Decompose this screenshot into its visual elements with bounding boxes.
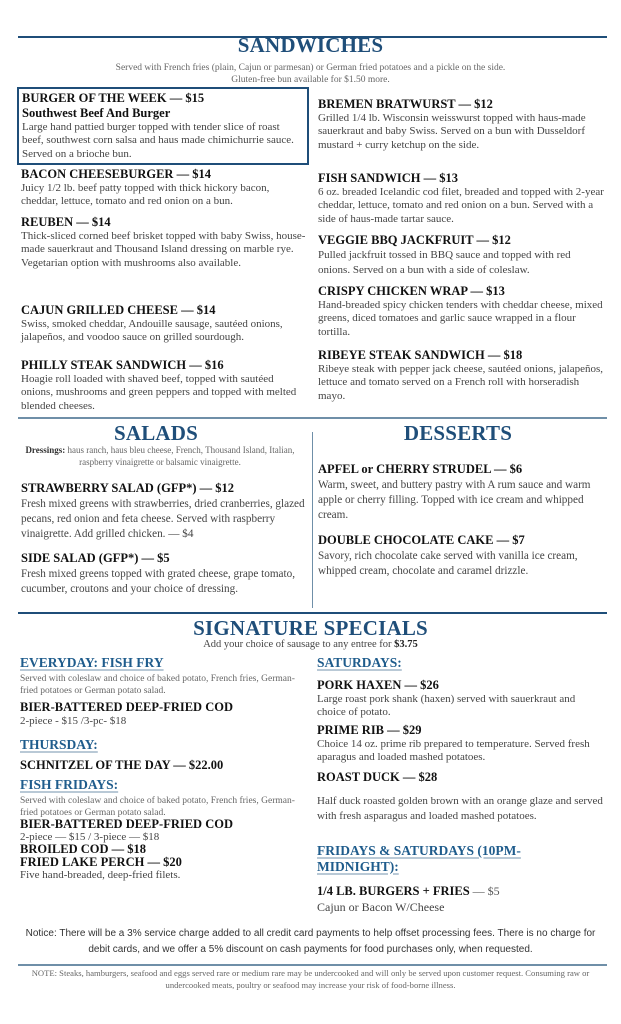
fish-fridays-note: Served with coleslaw and choice of baked potato, French fries, German-fried potatoes or German potato salad.: [20, 796, 295, 818]
divider: [18, 417, 607, 419]
item-title: APFEL or CHERRY STRUDEL — $6: [318, 462, 523, 476]
menu-item: [20, 700, 306, 728]
item-desc: Hoagie roll loaded with shaved beef, topped with sautéed onions, mushrooms and green peppers and topped with melted blended cheeses.: [21, 373, 297, 412]
item-desc: Swiss, smoked cheddar, Andouille sausage, sautéed onions, jalapeños, and voodoo sauce on grilled sourdough.: [21, 318, 283, 344]
item-title: BROILED COD — $18: [20, 842, 147, 857]
item-desc: Thick-sliced corned beef brisket topped with baby Swiss, house-made sauerkraut and Thousand Island dressing on marble rye. Vegetarian option with mushrooms also available.: [21, 230, 306, 269]
item-title: BREMEN BRATWURST — $12: [318, 97, 493, 111]
item-title: BIER-BATTERED DEEP-FRIED COD: [20, 817, 233, 831]
menu-item: [317, 723, 603, 765]
menu-item: [21, 479, 307, 543]
item-desc: Five hand-breaded, deep-fried filets.: [20, 868, 181, 881]
sandwiches-subtitle-line2: Gluten-free bun available for $1.50 more.: [231, 75, 390, 85]
item-title: SCHNITZEL OF THE DAY — $22.00: [20, 758, 224, 772]
item-title: STRAWBERRY SALAD (GFP*) — $12: [21, 481, 235, 495]
thursday-heading: THURSDAY:: [20, 737, 98, 752]
item-desc: Fresh mixed greens with strawberries, dried cranberries, glazed pecans, red onion and feta cheese. Served with raspberry vinaigrette. Add grilled chicken. — $4: [21, 498, 305, 541]
late-night-heading: FRIDAYS & SATURDAYS (10PM-MIDNIGHT):: [317, 843, 521, 874]
everyday-heading: EVERYDAY: FISH FRY: [20, 655, 164, 670]
menu-item: [318, 531, 604, 579]
menu-item: [318, 460, 604, 524]
item-title: CRISPY CHICKEN WRAP — $13: [318, 284, 505, 298]
menu-item: [317, 770, 603, 823]
featured-item: [22, 91, 304, 161]
item-title: BIER-BATTERED DEEP-FRIED COD: [20, 700, 233, 714]
fish-fridays-items: [20, 818, 306, 882]
payment-notice: Notice: There will be a 3% service charge added to all credit card payments to help offset processing fees. There is no charge for debit cards, and we offer a 5% discount on cash payments for food purchases only, when requested.: [25, 928, 596, 955]
item-title: VEGGIE BBQ JACKFRUIT — $12: [318, 233, 511, 247]
divider: [18, 612, 607, 614]
divider: [18, 964, 607, 966]
item-desc: Hand-breaded spicy chicken tenders with cheddar cheese, mixed greens, diced tomatoes and garlic sauce wrapped in a flour tortilla.: [318, 299, 603, 338]
item-desc: 6 oz. breaded Icelandic cod filet, breaded and topped with 2-year cheddar, lettuce, tomato and red onion on a bun. Served with a side of haus-made tartar sauce.: [318, 186, 604, 225]
desserts-heading: DESSERTS: [403, 421, 513, 445]
menu-item: [21, 303, 307, 345]
fish-fridays-heading: FISH FRIDAYS:: [20, 777, 119, 792]
item-title: DOUBLE CHOCOLATE CAKE — $7: [318, 533, 525, 547]
item-title: PHILLY STEAK SANDWICH — $16: [21, 358, 224, 372]
dressings-list: haus ranch, haus bleu cheese, French, Thousand Island, Italian, raspberry vinaigrette or balsamic vinaigrette.: [65, 445, 295, 467]
item-desc: Grilled 1/4 lb. Wisconsin weisswurst topped with haus-made sauerkraut and baby Swiss. Served on a bun with Dusseldorf mustard + curry ketchup on the side.: [318, 112, 586, 151]
item-title: BURGER OF THE WEEK — $15: [22, 91, 205, 105]
menu-item: [21, 549, 307, 597]
item-desc: Large hand pattied burger topped with tender slice of roast beef, southwest corn salsa and haus made chimichurrie sauce. Served on a brioche bun.: [22, 121, 294, 160]
item-desc: Half duck roasted golden brown with an orange glaze and served with fresh asparagus and loaded mashed potatoes.: [317, 795, 603, 822]
sandwiches-subtitle-line1: Served with French fries (plain, Cajun or parmesan) or German fried potatoes and a pickle on the side.: [115, 63, 506, 73]
item-title: ROAST DUCK — $28: [317, 770, 438, 784]
menu-item: [318, 233, 604, 278]
menu-item: [318, 97, 604, 152]
menu-item: [317, 678, 603, 720]
item-title: RIBEYE STEAK SANDWICH — $18: [318, 348, 523, 362]
item-title: BACON CHEESEBURGER — $14: [21, 167, 211, 181]
item-title: SIDE SALAD (GFP*) — $5: [21, 551, 170, 565]
saturdays-heading: SATURDAYS:: [317, 655, 402, 670]
item-desc: Fresh mixed greens topped with grated cheese, grape tomato, cucumber, croutons and your choice of dressing.: [21, 568, 296, 596]
item-price: — $5: [469, 884, 500, 898]
menu-item: [21, 215, 307, 270]
item-title: 1/4 LB. BURGERS + FRIES: [317, 884, 470, 898]
item-title: CAJUN GRILLED CHEESE — $14: [21, 303, 216, 317]
item-title: FISH SANDWICH — $13: [318, 171, 458, 185]
item-title: PORK HAXEN — $26: [317, 678, 439, 692]
menu-item: [318, 171, 604, 226]
item-price: 2-piece — $15 / 3-piece — $18: [20, 830, 160, 843]
menu-item: [21, 358, 307, 413]
dressings-label: Dressings:: [25, 445, 66, 455]
everyday-note: Served with coleslaw and choice of baked potato, French fries, German-fried potatoes or German potato salad.: [20, 674, 295, 696]
item-desc: Savory, rich chocolate cake served with vanilla ice cream, whipped cream, chocolate and caramel drizzle.: [318, 550, 578, 578]
item-price: 2-piece - $15 /3-pc- $18: [20, 715, 127, 727]
item-subtitle: Southwest Beef And Burger: [22, 106, 171, 120]
item-desc: Choice 14 oz. prime rib prepared to temperature. Served fresh aparagus and loaded mashed potatoes.: [317, 738, 590, 764]
item-desc: Large roast pork shank (haxen) served with sauerkraut and choice of potato.: [317, 693, 576, 719]
menu-item: [318, 284, 604, 339]
sausage-price: $3.75: [394, 639, 418, 650]
item-desc: Pulled jackfruit tossed in BBQ sauce and topped with red onions. Served on a bun with a side of coleslaw.: [318, 249, 571, 276]
item-desc: Cajun or Bacon W/Cheese: [317, 900, 445, 914]
salads-heading: SALADS: [113, 421, 199, 445]
item-desc: Juicy 1/2 lb. beef patty topped with thick hickory bacon, cheddar, lettuce, tomato and red onion on a bun.: [21, 182, 270, 208]
specials-subtitle: [0, 639, 621, 650]
specials-subtitle-text: Add your choice of sausage to any entree for: [203, 639, 395, 650]
item-desc: Ribeye steak with pepper jack cheese, sautéed onions, jalapeños, lettuce and tomato served on a French roll with horseradish mayo.: [318, 363, 603, 402]
column-divider: [312, 432, 313, 608]
item-title: PRIME RIB — $29: [317, 723, 422, 737]
item-desc: Warm, sweet, and buttery pastry with A rum sauce and warm apple or cherry filling. Topped with ice cream and whipped cream.: [318, 479, 591, 522]
item-title: REUBEN — $14: [21, 215, 111, 229]
specials-heading: SIGNATURE SPECIALS: [193, 616, 428, 640]
food-safety-note: NOTE: Steaks, hamburgers, seafood and eggs served rare or medium rare may be undercooked and will only be served upon customer request. Consuming raw or undercooked meats, poultry or seafood may increase your risk of food-borne illness.: [31, 968, 590, 990]
sandwiches-subtitle: [0, 62, 621, 86]
menu-item: [318, 348, 604, 403]
menu-item: [317, 882, 603, 915]
menu-item: [20, 758, 306, 773]
dressings-note: [18, 444, 302, 468]
sandwiches-heading: SANDWICHES: [237, 33, 384, 57]
menu-item: [21, 167, 307, 209]
item-title: FRIED LAKE PERCH — $20: [20, 855, 182, 870]
